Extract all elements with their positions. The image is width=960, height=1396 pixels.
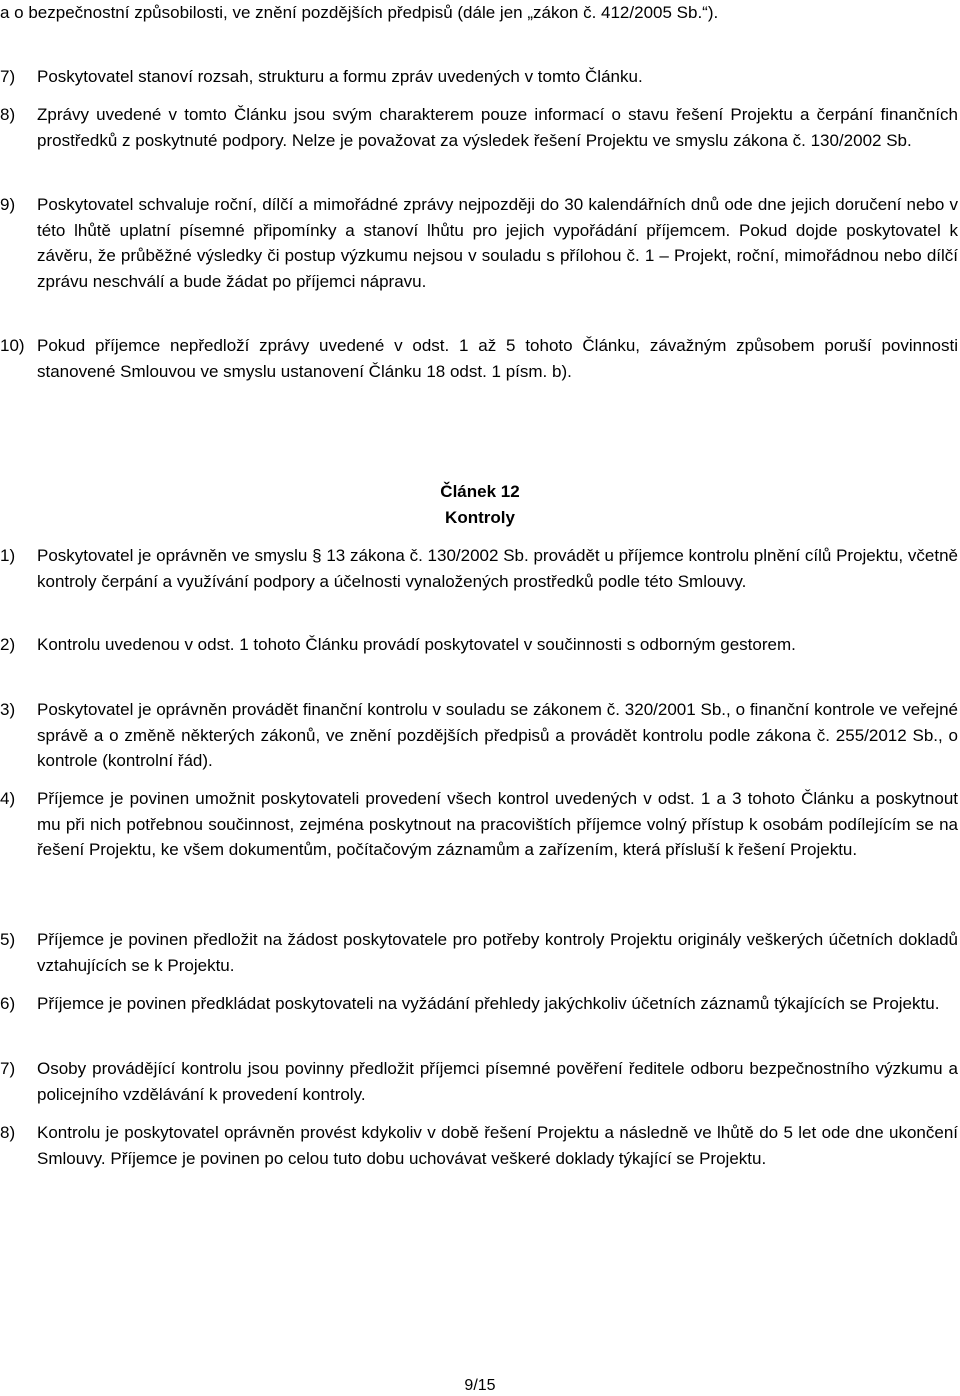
item-text: Pokud příjemce nepředloží zprávy uvedené v odst. 1 až 5 tohoto Článku, závažným způsobem poruší povinnosti stanovené Smlouvou ve smyslu ustanovení Článku 18 odst. 1 písm. b). bbox=[37, 336, 958, 381]
list-item bbox=[0, 697, 958, 774]
item-text: Poskytovatel je oprávněn provádět finanční kontrolu v souladu se zákonem č. 320/2001 Sb., o finanční kontrole ve veřejné správě a o změně některých zákonů, ve znění pozdějších předpisů a provádět kontrolu podle zákona č. 255/2012 Sb., o kontrole (kontrolní řád). bbox=[37, 700, 958, 771]
item-number: 2) bbox=[0, 635, 16, 654]
list-item bbox=[0, 64, 958, 90]
page-number: 9/15 bbox=[464, 1377, 496, 1394]
list-item bbox=[0, 991, 958, 1043]
item-number: 8) bbox=[0, 105, 16, 124]
item-number: 1) bbox=[0, 546, 16, 565]
item-text: Poskytovatel schvaluje roční, dílčí a mimořádné zprávy nejpozději do 30 kalendářních dnů ode dne jejich doručení nebo v této lhůtě uplatní písemné připomínky a stanoví lhůtu pro jejich vypořádání příjemcem. Pokud dojde poskytovatel k závěru, že průběžné výsledky či postup výzkumu nejsou v souladu s přílohou č. 1 – Projekt, roční, mimořádnou nebo dílčí zprávu neschválí a bude žádat po příjemci nápravu. bbox=[37, 195, 958, 291]
list-item bbox=[0, 192, 958, 320]
item-text: Příjemce je povinen umožnit poskytovateli provedení všech kontrol uvedených v odst. 1 a 3 tohoto Článku a poskytnout mu při nich potřebnou součinnost, zejména poskytnout na pracovištích příjemce volný přístup k osobám podílejícím se na řešení Projektu, ke všem dokumentům, počítačovým záznamům a zařízením, která přísluší k řešení Projektu. bbox=[37, 789, 958, 860]
list-item bbox=[0, 632, 958, 684]
continuation-paragraph: a o bezpečnostní způsobilosti, ve znění pozdějších předpisů (dále jen „zákon č. 412/2005 Sb.“). bbox=[0, 3, 719, 22]
item-number: 4) bbox=[0, 789, 16, 808]
item-text: Zprávy uvedené v tomto Článku jsou svým charakterem pouze informací o stavu řešení Projektu a čerpání finančních prostředků z poskytnuté podpory. Nelze je považovat za výsledek řešení Projektu ve smyslu zákona č. 130/2002 Sb. bbox=[37, 105, 958, 150]
item-text: Kontrolu uvedenou v odst. 1 tohoto Článku provádí poskytovatel v součinnosti s odborným gestorem. bbox=[37, 635, 796, 654]
list-item bbox=[0, 1120, 958, 1197]
list-item bbox=[0, 927, 958, 979]
item-number: 7) bbox=[0, 1059, 16, 1078]
article-title: Článek 12 bbox=[440, 482, 520, 501]
item-number: 6) bbox=[0, 994, 16, 1013]
list-item bbox=[0, 102, 958, 179]
item-number: 7) bbox=[0, 67, 16, 86]
item-number: 5) bbox=[0, 930, 16, 949]
item-text: Příjemce je povinen předložit na žádost poskytovatele pro potřeby kontroly Projektu originály veškerých účetních dokladů vztahujících se k Projektu. bbox=[37, 930, 958, 975]
list-item bbox=[0, 543, 958, 620]
item-number: 8) bbox=[0, 1123, 16, 1142]
list-item bbox=[0, 333, 958, 410]
item-text: Osoby provádějící kontrolu jsou povinny předložit příjemci písemné pověření ředitele odboru bezpečnostního výzkumu a policejního vzdělávání k provedení kontroly. bbox=[37, 1059, 958, 1104]
item-text: Příjemce je povinen předkládat poskytovateli na vyžádání přehledy jakýchkoliv účetních záznamů týkajících se Projektu. bbox=[37, 994, 940, 1013]
item-text: Kontrolu je poskytovatel oprávněn provést kdykoliv v době řešení Projektu a následně ve lhůtě do 5 let ode dne ukončení Smlouvy. Příjemce je povinen po celou tuto dobu uchovávat veškeré doklady týkající se Projektu. bbox=[37, 1123, 958, 1168]
item-text: Poskytovatel stanoví rozsah, strukturu a formu zpráv uvedených v tomto Článku. bbox=[37, 67, 643, 86]
list-item bbox=[0, 786, 958, 914]
item-number: 10) bbox=[0, 336, 25, 355]
list-item bbox=[0, 1056, 958, 1108]
item-number: 3) bbox=[0, 700, 16, 719]
item-number: 9) bbox=[0, 195, 16, 214]
article-subtitle: Kontroly bbox=[445, 508, 515, 527]
item-text: Poskytovatel je oprávněn ve smyslu § 13 zákona č. 130/2002 Sb. provádět u příjemce kontrolu plnění cílů Projektu, včetně kontroly čerpání a využívání podpory a účelnosti vynaložených prostředků podle této Smlouvy. bbox=[37, 546, 958, 591]
